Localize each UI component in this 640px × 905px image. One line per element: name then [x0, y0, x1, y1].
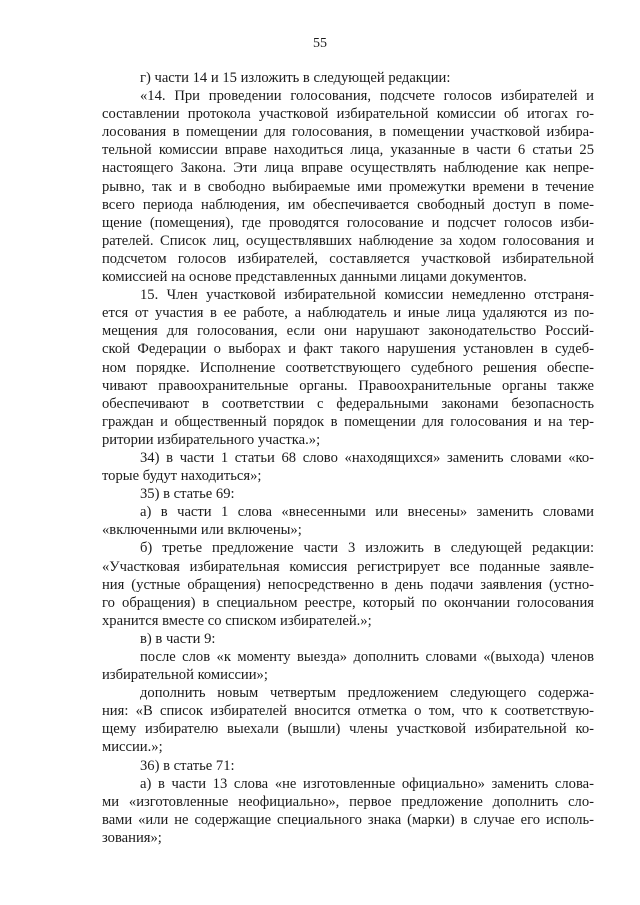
text-line: щему избирателю выехали (вышли) члены участковой избирательной ко- — [102, 721, 594, 738]
text-line: го обращения) в специальном реестре, который по окончании голосования — [102, 594, 594, 611]
text-line: ния: «В список избирателей вносится отметка о том, что к соответствую- — [102, 703, 594, 720]
text-line: настоящего Закона. Эти лица вправе осуществлять наблюдение как непре- — [102, 160, 594, 177]
text-line: торые будут находиться»; — [102, 468, 262, 485]
text-line: а) в части 1 слова «внесенными или внесены» заменить словами — [140, 504, 594, 521]
text-line: ми «изготовленные неофициально», первое предложение дополнить сло- — [102, 793, 594, 810]
text-line: «14. При проведении голосования, подсчете голосов избирателей и — [140, 88, 594, 105]
text-line: граждан и общественный порядок в помещении для голосования и на тер- — [102, 413, 594, 430]
text-line: мещения для голосования, если они нарушают законодательство Россий- — [102, 323, 594, 340]
text-line: миссии.»; — [102, 739, 163, 756]
text-line: хранится вместе со списком избирателей.»; — [102, 612, 372, 629]
text-line: «Участковая избирательная комиссия регистрирует все поданные заявле- — [102, 558, 594, 575]
text-line: комиссией на основе представленных данными лицами документов. — [102, 269, 527, 286]
text-line: ской Федерации о выборах и факт такого нарушения установлен в судеб- — [102, 341, 594, 358]
text-line: 34) в части 1 статьи 68 слово «находящихся» заменить словами «ко- — [140, 449, 594, 466]
text-line: после слов «к моменту выезда» дополнить словами «(выхода) членов — [140, 649, 594, 665]
text-line: г) части 14 и 15 изложить в следующей редакции: — [140, 70, 451, 86]
text-line: обеспечивают в соответствии с федеральными законами безопасность — [102, 395, 594, 412]
text-line: рывно, так и в свободно выбираемые ими промежутки времени в течение — [102, 178, 594, 195]
text-line: ритории избирательного участка.»; — [102, 431, 321, 448]
text-line: подсчетом голосов избирателей, составляется участковой избирательной — [102, 250, 594, 267]
text-line: ется от участия в ее работе, а наблюдатель и иные лица удаляются из по- — [102, 305, 594, 322]
text-line: тельной комиссии вправе находиться лица, указанные в части 6 статьи 25 — [102, 142, 594, 159]
text-line: щение (помещения), где проводятся голосование и подсчет голосов изби- — [102, 214, 594, 231]
text-line: в) в части 9: — [140, 630, 216, 647]
text-line: 36) в статье 71: — [140, 757, 235, 774]
text-line: б) третье предложение части 3 изложить в следующей редакции: — [140, 540, 594, 557]
text-line: 15. Член участковой избирательной комиссии немедленно отстраня- — [140, 287, 594, 304]
page-number: 55 — [313, 36, 327, 51]
text-line: рателей. Список лиц, осуществлявших наблюдение за ходом голосования и — [102, 232, 594, 249]
text-line: дополнить новым четвертым предложением следующего содержа- — [140, 685, 594, 702]
text-line: 35) в статье 69: — [140, 486, 235, 503]
text-line: зования»; — [102, 829, 162, 846]
text-line: всего периода наблюдения, им обеспечивается свободный доступ в поме- — [102, 196, 594, 213]
text-line: лосования в помещении для голосования, в помещении участковой избира- — [102, 124, 594, 141]
text-line: ния (устные обращения) непосредственно в день подачи заявления (устно- — [102, 576, 594, 593]
text-line: ном порядке. Исполнение соответствующего судебного решения обеспе- — [102, 359, 594, 376]
text-line: чивают правоохранительные органы. Правоохранительные органы также — [102, 377, 594, 394]
text-line: вами «или не содержащие специального знака (марки) в случае его исполь- — [102, 811, 594, 828]
document-body — [102, 69, 594, 847]
text-line: составлении протокола участковой избирательной комиссии об итогах го- — [102, 106, 594, 123]
text-line: «включенными или включены»; — [102, 522, 302, 539]
text-line: избирательной комиссии»; — [102, 667, 268, 684]
text-line: а) в части 13 слова «не изготовленные официально» заменить слова- — [140, 775, 594, 792]
